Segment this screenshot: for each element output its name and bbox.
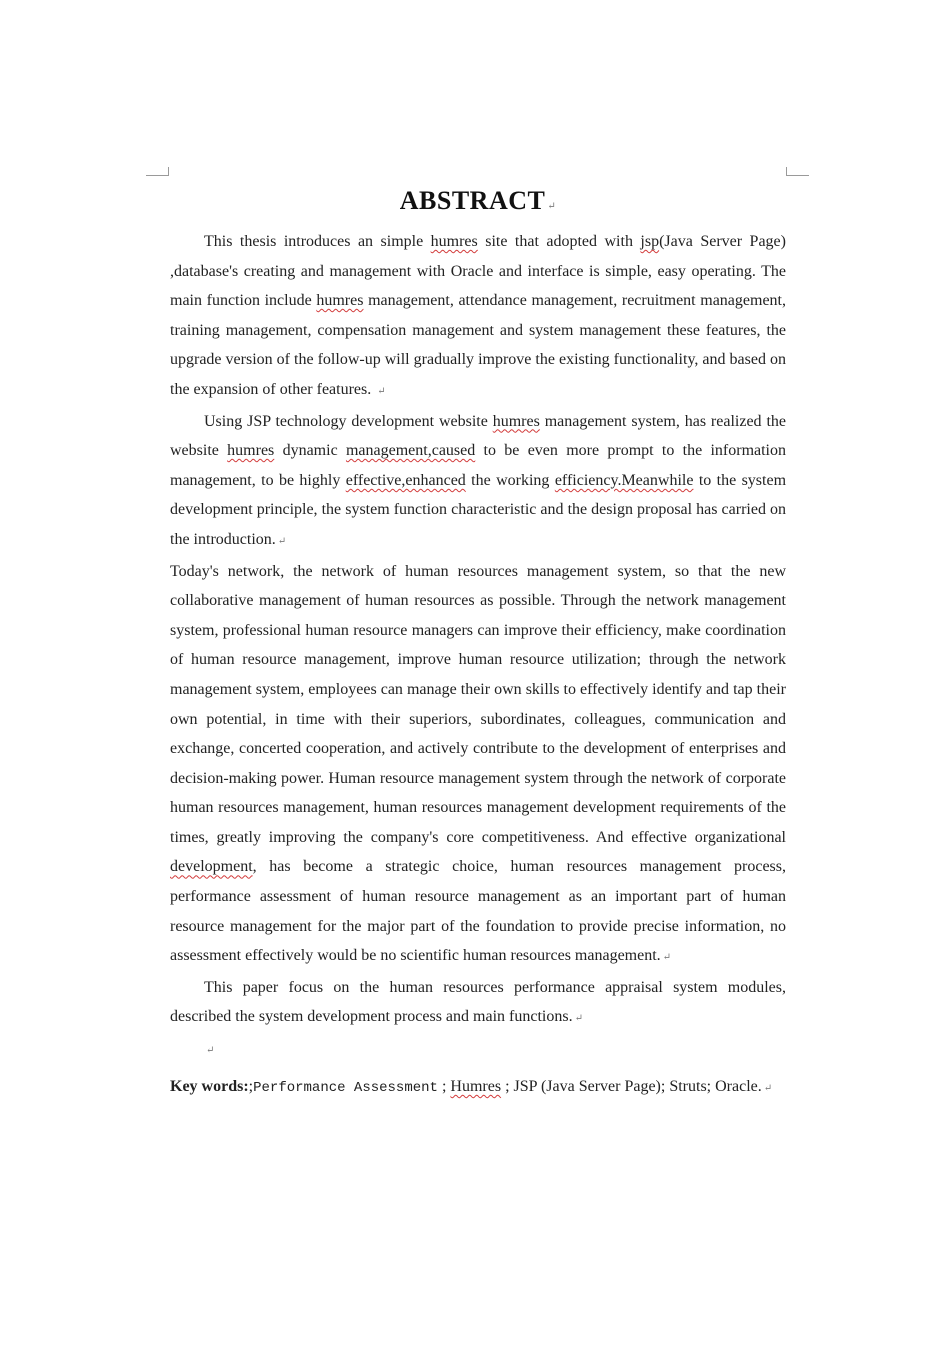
- spellcheck-flagged-word: humres: [430, 233, 478, 250]
- spellcheck-flagged-word: humres: [316, 292, 364, 310]
- empty-paragraph: [170, 1034, 786, 1064]
- paragraph-mark: ↵: [547, 201, 557, 212]
- abstract-title: [170, 186, 786, 216]
- spellcheck-flagged-word: management,caused: [345, 442, 476, 460]
- paragraph-mark: ↵: [206, 1045, 215, 1057]
- spellcheck-flagged-word: development: [170, 858, 253, 876]
- paragraph-1: [170, 227, 786, 407]
- paragraph-mark: ↵: [377, 385, 386, 397]
- keywords-label: Key words:: [170, 1078, 249, 1096]
- spellcheck-flagged-word: jsp: [640, 233, 660, 250]
- text-run: , has become a strategic choice, human resources management process, performance assessment of human resource management as an important part of human resource management for the major part of the foundation to provide precise information, no assessment effectively would be no scientific human resources management.: [170, 858, 786, 965]
- keyword-term: Performance Assessment: [253, 1080, 438, 1097]
- margin-mark-top-left: [146, 167, 169, 176]
- keywords-prefix: ;: [248, 1078, 254, 1096]
- keywords-line: [170, 1074, 786, 1102]
- spellcheck-flagged-word: humres: [492, 412, 540, 430]
- text-run: Today's network, the network of human resources management system, so that the new collaborative management of human resources as possible. Through the network management system, professional human resource managers can improve their efficiency, make coordination of human resource management, improve human resource utilization; through the network management system, employees can manage their own skills to effectively identify and tap their own potential, in time with their superiors, subordinates, colleagues, communication and exchange, concerted cooperation, and actively contribute to the development of enterprises and decision-making power. Human resource management system through the network of corporate human resources management, human resources management development requirements of the times, greatly improving the company's core competitiveness. And effective organizational: [170, 562, 786, 846]
- keywords-list: [253, 1078, 762, 1095]
- paragraph-mark: ↵: [277, 535, 287, 547]
- paragraph-3: [170, 557, 786, 973]
- text-run: to the system development principle, the system function characteristic and the design proposal has carried on the introduction.: [170, 471, 787, 548]
- text-run: ; JSP (Java Server Page); Struts; Oracle.: [501, 1078, 762, 1096]
- text-run: the working: [465, 471, 555, 489]
- text-run: Using JSP technology development website: [204, 412, 493, 430]
- paragraph-mark: ↵: [574, 1013, 583, 1025]
- spellcheck-flagged-word: effective,enhanced: [345, 471, 466, 489]
- text-run: site that adopted with: [477, 233, 641, 250]
- abstract-body: [170, 227, 786, 1102]
- text-run: dynamic: [274, 442, 346, 460]
- text-run: management system, has realized the website: [170, 412, 787, 460]
- abstract-title-text: ABSTRACT: [399, 186, 546, 215]
- text-run: (Java Server Page) ,database's creating and management with Oracle and interface is simple, easy operating. The main function include: [170, 233, 786, 310]
- spellcheck-flagged-word: Humres: [450, 1078, 502, 1096]
- text-run: to be even more prompt to the information management, to be highly: [170, 442, 786, 489]
- text-run: This paper focus on the human resources performance appraisal system modules, described the system development process and main functions.: [170, 978, 786, 1026]
- text-run: This thesis introduces an simple: [204, 233, 431, 250]
- paragraph-4: [170, 973, 786, 1034]
- paragraph-2: [170, 407, 786, 557]
- paragraph-mark: ↵: [763, 1083, 773, 1095]
- text-run: management, attendance management, recruitment management, training management, compensation management and system management these features, the upgrade version of the follow-up will gradually improve the existing functionality, and based on the expansion of other features.: [170, 292, 786, 398]
- spellcheck-flagged-word: efficiency.Meanwhile: [554, 471, 694, 489]
- margin-mark-top-right: [786, 167, 809, 176]
- text-run: ;: [437, 1078, 451, 1096]
- paragraph-mark: ↵: [662, 952, 672, 964]
- spellcheck-flagged-word: humres: [227, 442, 275, 460]
